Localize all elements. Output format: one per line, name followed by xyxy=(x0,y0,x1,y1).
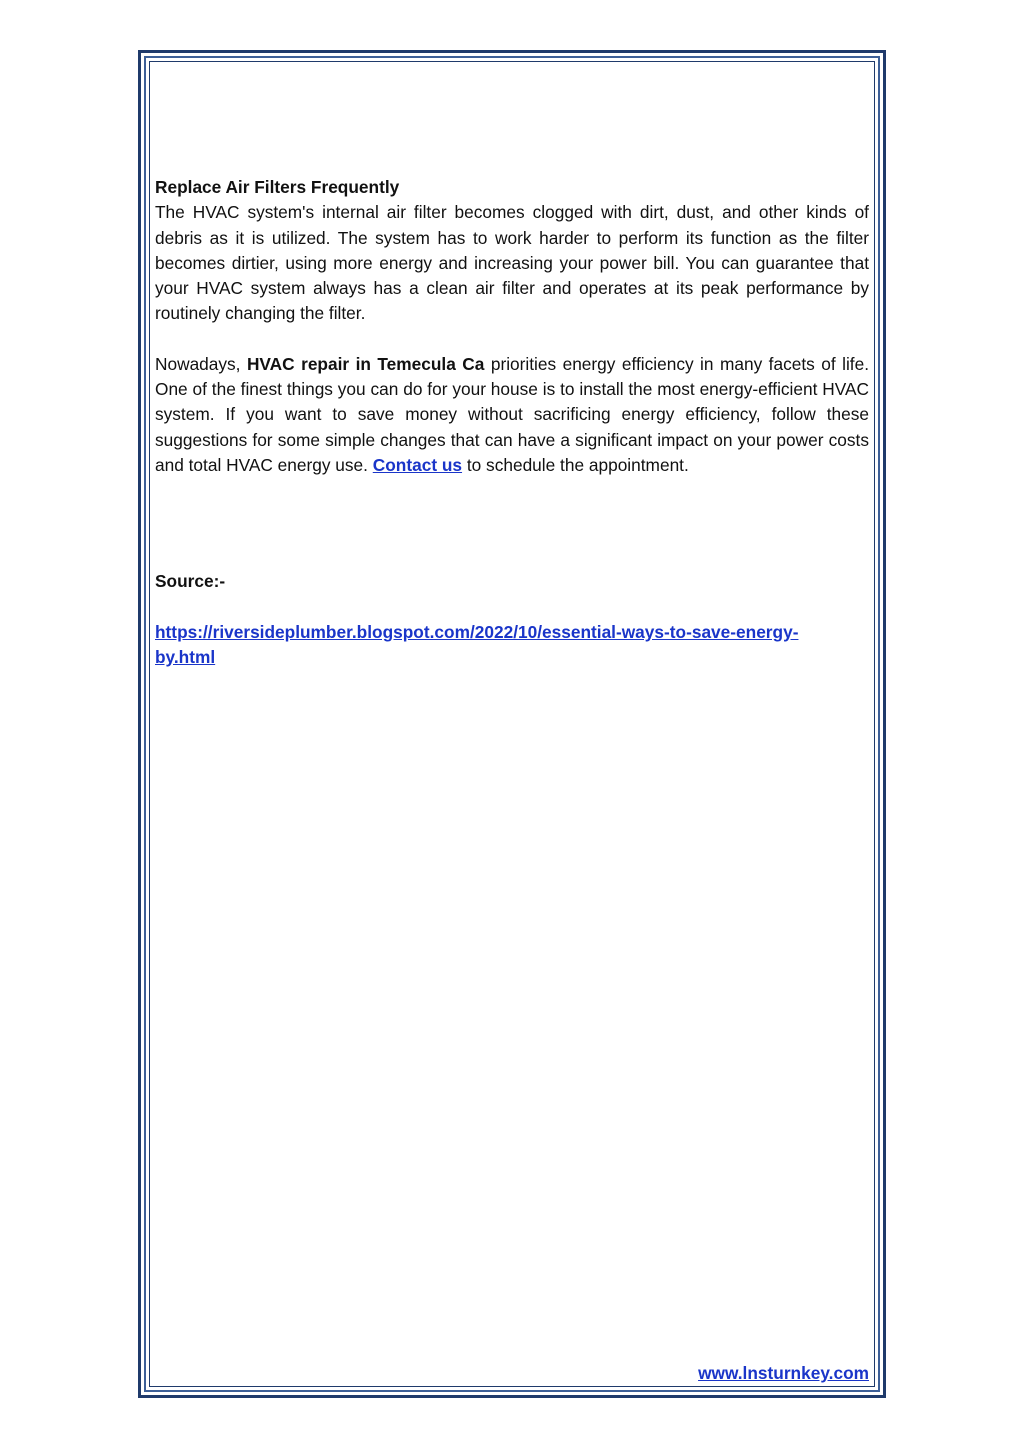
paragraph-tail-text: to schedule the appointment. xyxy=(462,454,689,475)
paragraph-spacer xyxy=(155,327,869,352)
section-spacer xyxy=(155,478,869,569)
paragraph-body-text: priorities energy efficiency in many facets of life. One of the finest things you can do for your house is to install the most energy-efficient HVAC system. If you want to save money without sacrificing energy efficiency, follow these suggestions for some simple changes that can have a significant impact on your power costs and total HVAC energy use. xyxy=(155,353,869,475)
source-url-paragraph xyxy=(155,620,855,671)
source-spacer xyxy=(155,595,869,620)
air-filters-paragraph: The HVAC system's internal air filter becomes clogged with dirt, dust, and other kinds of debris as it is utilized. The system has to work harder to perform its function as the filter becomes dirtier, using more energy and increasing your power bill. You can guarantee that your HVAC system always has a clean air filter and operates at its peak performance by routinely changing the filter. xyxy=(155,202,869,324)
source-url-link[interactable]: https://riversideplumber.blogspot.com/2022/10/essential-ways-to-save-energy-by.html xyxy=(155,621,799,667)
hvac-repair-paragraph xyxy=(155,352,869,478)
contact-us-link[interactable]: Contact us xyxy=(372,454,463,475)
footer xyxy=(698,1361,869,1386)
document-body xyxy=(155,175,869,670)
hvac-repair-bold-phrase: HVAC repair in Temecula Ca xyxy=(246,353,485,374)
section-heading-air-filters: Replace Air Filters Frequently xyxy=(155,177,400,197)
source-label: Source:- xyxy=(155,571,226,592)
footer-website-link[interactable]: www.lnsturnkey.com xyxy=(698,1363,869,1383)
paragraph-intro-text: Nowadays, xyxy=(155,353,247,374)
